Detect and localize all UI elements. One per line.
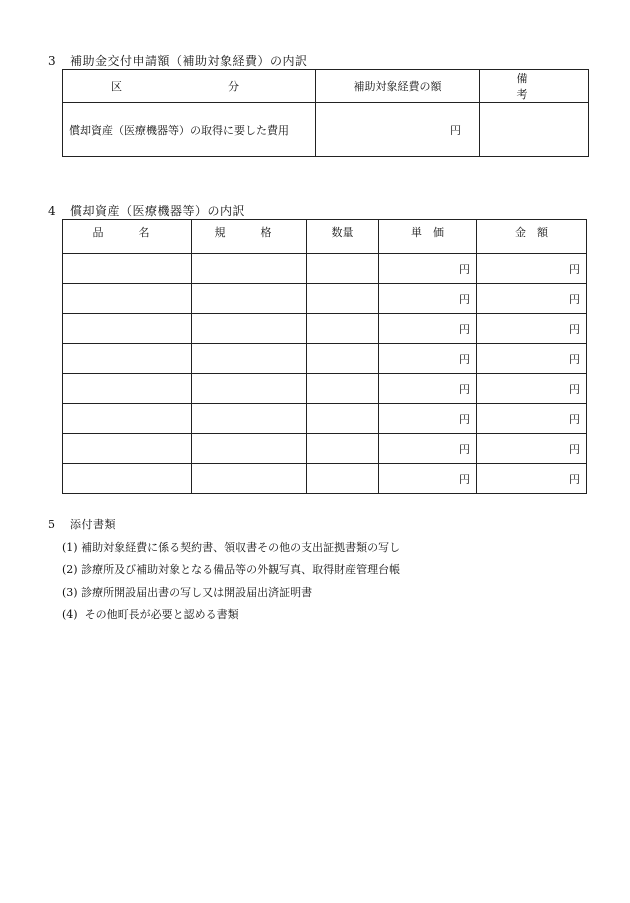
item-name-cell[interactable] [63, 434, 192, 464]
spec-cell[interactable] [192, 374, 307, 404]
header-amount: 金 額 [477, 220, 587, 254]
section-3-title: 補助金交付申請額（補助対象経費）の内訳 [70, 54, 308, 68]
spec-cell[interactable] [192, 404, 307, 434]
section-4-table [62, 219, 587, 494]
table-row [63, 254, 587, 284]
amount-cell[interactable]: 円 [477, 314, 587, 344]
spec-cell[interactable] [192, 314, 307, 344]
attachment-item: (3) 診療所開設届出書の写し又は開設届出済証明書 [62, 586, 313, 599]
amount-cell[interactable]: 円 [477, 464, 587, 494]
spec-cell[interactable] [192, 344, 307, 374]
table-row [63, 284, 587, 314]
table-row [63, 344, 587, 374]
remarks-cell[interactable] [480, 103, 589, 157]
quantity-cell[interactable] [307, 344, 379, 374]
header-category: 区 分 [63, 70, 316, 103]
unit-price-cell[interactable]: 円 [379, 254, 477, 284]
table-header-row [63, 220, 587, 254]
amount-cell[interactable]: 円 [316, 103, 480, 157]
table-row [63, 404, 587, 434]
amount-cell[interactable]: 円 [477, 284, 587, 314]
item-name-cell[interactable] [63, 254, 192, 284]
section-4-title: 償却資産（医療機器等）の内訳 [70, 204, 246, 218]
header-item-name: 品 名 [63, 220, 192, 254]
section-4-number: 4 [48, 204, 57, 218]
spec-cell[interactable] [192, 434, 307, 464]
item-name-cell[interactable] [63, 314, 192, 344]
attachment-item: (1) 補助対象経費に係る契約書、領収書その他の支出証拠書類の写し [62, 541, 401, 554]
table-row [63, 374, 587, 404]
section-5-title: 添付書類 [70, 518, 116, 531]
header-spec: 規 格 [192, 220, 307, 254]
quantity-cell[interactable] [307, 284, 379, 314]
quantity-cell[interactable] [307, 404, 379, 434]
item-name-cell[interactable] [63, 344, 192, 374]
table-row [63, 103, 589, 157]
amount-cell[interactable]: 円 [477, 254, 587, 284]
quantity-cell[interactable] [307, 374, 379, 404]
section-4-heading [48, 202, 245, 219]
header-eligible-amount: 補助対象経費の額 [316, 70, 480, 103]
table-row [63, 314, 587, 344]
table-row [63, 464, 587, 494]
header-unit-price: 単 価 [379, 220, 477, 254]
table-row [63, 434, 587, 464]
amount-cell[interactable]: 円 [477, 374, 587, 404]
header-remarks: 備 考 [480, 70, 589, 103]
amount-cell[interactable]: 円 [477, 344, 587, 374]
amount-cell[interactable]: 円 [477, 434, 587, 464]
quantity-cell[interactable] [307, 464, 379, 494]
section-5-number: 5 [48, 518, 56, 531]
spec-cell[interactable] [192, 254, 307, 284]
spec-cell[interactable] [192, 464, 307, 494]
quantity-cell[interactable] [307, 434, 379, 464]
item-name-cell[interactable] [63, 404, 192, 434]
section-3-number: 3 [48, 54, 57, 68]
amount-cell[interactable]: 円 [477, 404, 587, 434]
row-label: 償却資産（医療機器等）の取得に要した費用 [63, 103, 316, 157]
attachment-item: (4) その他町長が必要と認める書類 [62, 608, 239, 621]
unit-price-cell[interactable]: 円 [379, 344, 477, 374]
unit-price-cell[interactable]: 円 [379, 434, 477, 464]
section-3-heading [48, 52, 308, 69]
header-quantity: 数量 [307, 220, 379, 254]
section-3-table [62, 69, 622, 157]
unit-price-cell[interactable]: 円 [379, 464, 477, 494]
item-name-cell[interactable] [63, 464, 192, 494]
quantity-cell[interactable] [307, 314, 379, 344]
spec-cell[interactable] [192, 284, 307, 314]
item-name-cell[interactable] [63, 284, 192, 314]
section-5-heading [48, 516, 116, 532]
unit-price-cell[interactable]: 円 [379, 314, 477, 344]
unit-price-cell[interactable]: 円 [379, 284, 477, 314]
unit-price-cell[interactable]: 円 [379, 374, 477, 404]
attachment-item: (2) 診療所及び補助対象となる備品等の外観写真、取得財産管理台帳 [62, 563, 401, 576]
table-header-row [63, 70, 589, 103]
item-name-cell[interactable] [63, 374, 192, 404]
unit-price-cell[interactable]: 円 [379, 404, 477, 434]
quantity-cell[interactable] [307, 254, 379, 284]
